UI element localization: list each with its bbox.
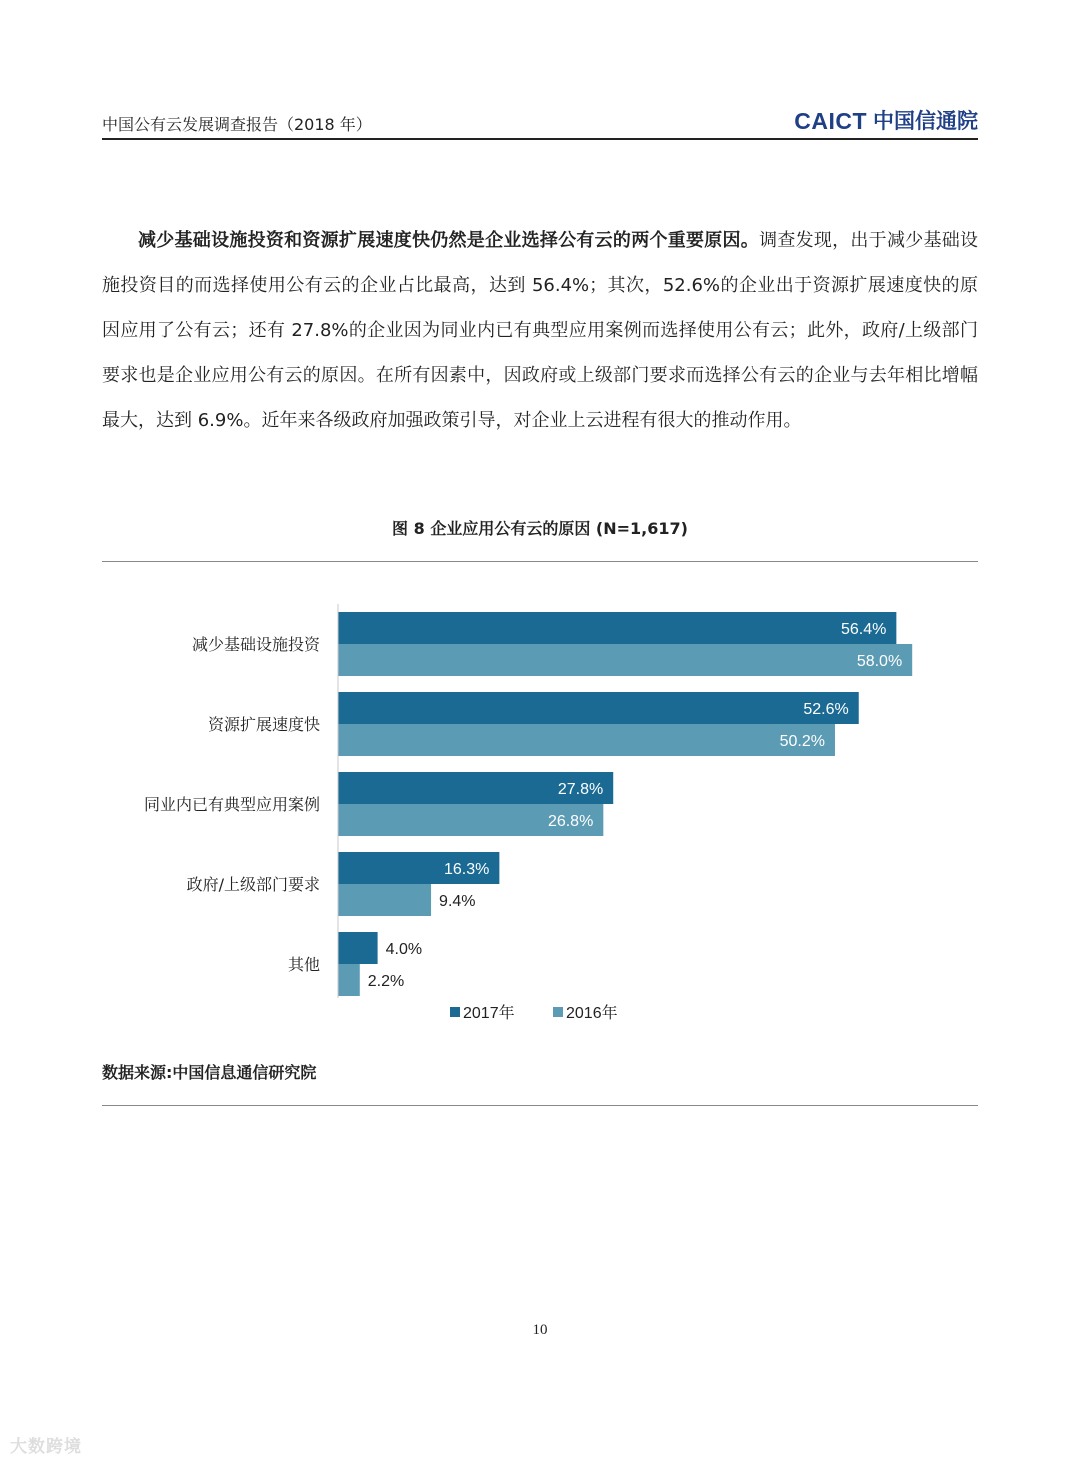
value-label: 27.8% [557,781,604,798]
figure-bottom-rule [102,1105,978,1106]
caict-logo [794,108,978,134]
value-label: 26.8% [547,813,594,830]
value-label: 16.3% [443,861,490,878]
value-label: 56.4% [840,621,887,638]
value-label: 2.2% [367,973,405,990]
chart-legend [450,1003,618,1022]
legend-label: 2016年 [566,1005,618,1022]
bar-2017年 [338,692,859,724]
bar-2016年 [338,724,835,756]
bar-2016年 [338,644,912,676]
category-label: 政府/上级部门要求 [186,875,320,894]
report-title: 中国公有云发展调查报告（2018 年） [102,115,372,134]
value-label: 50.2% [779,733,825,750]
body-paragraph [102,218,978,443]
header-divider [102,138,978,140]
chart-bars [144,612,912,996]
page-number: 10 [532,1322,548,1338]
legend-swatch [450,1007,460,1017]
value-label: 58.0% [856,653,903,670]
bar-2016年 [338,964,360,996]
bar-2017年 [338,612,896,644]
category-label: 资源扩展速度快 [207,715,320,734]
logo-cn-text: 中国信通院 [873,109,978,133]
legend-label: 2017年 [463,1005,515,1022]
data-source: 数据来源:中国信息通信研究院 [102,1063,317,1082]
category-label: 同业内已有典型应用案例 [143,795,320,814]
value-label: 4.0% [385,941,423,958]
bar-chart [0,580,1080,1040]
category-label: 其他 [287,955,320,974]
paragraph-body: 调查发现，出于减少基础设施投资目的而选择使用公有云的企业占比最高，达到 56.4%；其次，52.6%的企业出于资源扩展速度快的原因应用了公有云；还有 27.8%的企业因为同业内已有典型应用案例而选择使用公有云；此外，政府/上级部门要求也是企业应用公有云的原因。在所有因素中，因政府或上级部门要求而选择公有云的企业与去年相比增幅最大，达到 6.9%。近年来各级政府加强政策引导，对企业上云进程有很大的推动作用。 [102,230,979,431]
paragraph-lead: 减少基础设施投资和资源扩展速度快仍然是企业选择公有云的两个重要原因。 [138,230,760,251]
page-header [102,108,978,140]
corner-watermark: 大数跨境 [10,1437,82,1457]
logo-en-text: CAICT [794,108,867,134]
figure-top-rule [102,561,978,562]
bar-2017年 [338,932,378,964]
figure-title: 图 8 企业应用公有云的原因 (N=1,617) [392,519,688,538]
bar-2016年 [338,884,431,916]
value-label: 9.4% [439,893,476,910]
value-label: 52.6% [803,701,849,718]
legend-swatch [553,1007,563,1017]
category-label: 减少基础设施投资 [191,635,320,654]
